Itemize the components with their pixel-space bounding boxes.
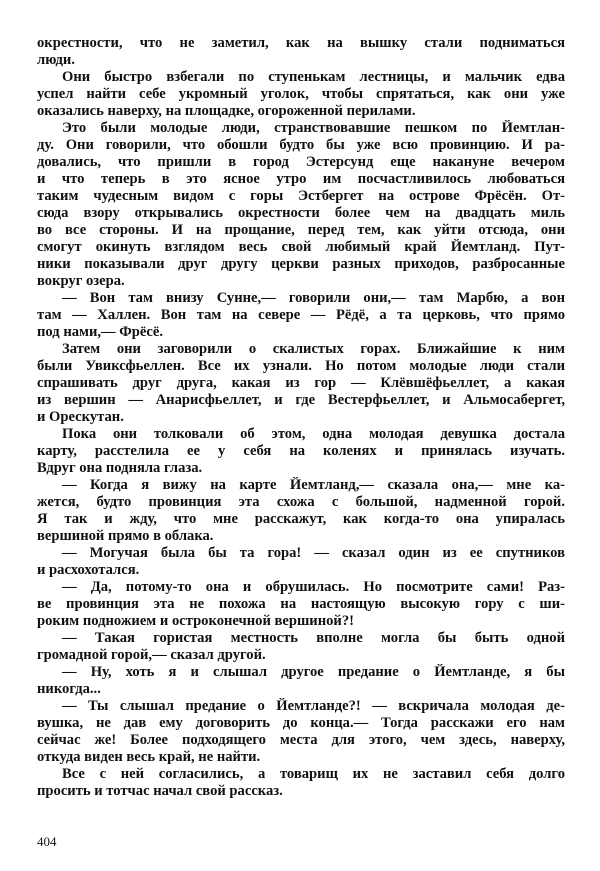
text-line: Я так и жду, что мне расскажут, как когда-то она упиралась [37,511,565,527]
paragraph [37,664,565,698]
paragraph [37,766,565,800]
text-line: сейчас же! Более подходящего места для этого, чем здесь, наверху, [37,732,565,748]
text-line: — Да, потому-то она и обрушилась. Но посмотрите сами! Раз- [62,579,565,595]
text-line: — Ну, хоть я и слышал другое предание о Йемтланде, я бы [62,664,565,680]
text-line: и что теперь в это ясное утро им посчастливилось любоваться [37,171,565,187]
text-line: откуда виден весь край, не найти. [37,749,261,765]
text-line: вершиной прямо в облака. [37,528,214,544]
paragraph [37,341,565,426]
text-line: просить и тотчас начал свой рассказ. [37,783,283,799]
text-line: — Вон там внизу Сунне,— говорили они,— там Марбю, а вон [62,290,565,306]
text-line: карту, расстелила ее у себя на коленях и принялась изучать. [37,443,565,459]
paragraph [37,426,565,477]
text-line: таким чудесным видом с горы Эстбергет на острове Фрёсён. От- [37,188,565,204]
text-line: — Могучая была бы та гора! — сказал один из ее спутников [62,545,565,561]
text-line: Затем они заговорили о скалистых горах. Ближайшие к ним [62,341,565,357]
text-line: Вдруг она подняла глаза. [37,460,203,476]
text-line: и расхохотался. [37,562,140,578]
text-line: — Такая гористая местность вполне могла бы быть одной [62,630,565,646]
text-line: Пока они толковали об этом, одна молодая девушка достала [62,426,565,442]
paragraph [37,545,565,579]
text-line: и Орескутан. [37,409,124,425]
paragraph [37,290,565,341]
paragraph [37,698,565,766]
text-line: — Ты слышал предание о Йемтланде?! — вскричала молодая де- [62,698,565,714]
text-line: — Когда я вижу на карте Йемтланд,— сказала она,— мне ка- [62,477,565,493]
text-line: были Увиксфьеллен. Все их узнали. Но потом молодые люди стали [37,358,565,374]
text-line: вушка, не дав ему договорить до конца.— Тогда расскажи его нам [37,715,565,731]
text-line: оказались наверху, на площадке, огороженной перилами. [37,103,416,119]
text-line: вокруг озера. [37,273,125,289]
text-line: Это были молодые люди, странствовавшие пешком по Йемтлан- [62,120,565,136]
text-line: довались, что пришли в город Эстерсунд еще накануне вечером [37,154,565,170]
text-line: Все с ней согласились, а товарищ их не заставил себя долго [62,766,565,782]
text-line: роким подножием и остроконечной вершиной?! [37,613,354,629]
text-line: под нами,— Фрёсё. [37,324,163,340]
text-line: там — Халлен. Вон там на севере — Рёдё, а та церковь, что прямо [37,307,565,323]
text-line: люди. [37,52,75,68]
page-body-text [37,35,565,800]
text-line: во все стороны. И на прощание, перед тем, как уйти отсюда, они [37,222,565,238]
text-line: окрестности, что не заметил, как на вышку стали подниматься [37,35,565,51]
text-line: Они быстро взбегали по ступенькам лестницы, и мальчик едва [62,69,565,85]
text-line: спрашивать друг друга, какая из гор — Клёвшёфьеллет, а какая [37,375,565,391]
text-line: ве провинция эта не похожа на настоящую высокую гору с ши- [37,596,565,612]
paragraph [37,69,565,120]
paragraph [37,579,565,630]
text-line: успел найти себе укромный уголок, чтобы спрятаться, как они уже [37,86,565,102]
paragraph [37,35,565,69]
text-line: из вершин — Анарисфьеллет, и где Вестерфьеллет, и Альмосабергет, [37,392,565,408]
paragraph [37,120,565,290]
text-line: жется, будто провинция эта схожа с большой, надменной горой. [37,494,565,510]
text-line: ники показывали друг другу церкви разных приходов, разбросанные [37,256,565,272]
text-line: ду. Они говорили, что обошли будто бы уже всю провинцию. И ра- [37,137,565,153]
text-line: сюда взору открывались окрестности более чем на двадцать миль [37,205,565,221]
text-line: смогут окинуть взглядом весь свой любимый край Йемтланд. Пут- [37,239,565,255]
paragraph [37,477,565,545]
text-line: никогда... [37,681,101,697]
paragraph [37,630,565,664]
page-number: 404 [37,834,57,849]
text-line: громадной горой,— сказал другой. [37,647,266,663]
